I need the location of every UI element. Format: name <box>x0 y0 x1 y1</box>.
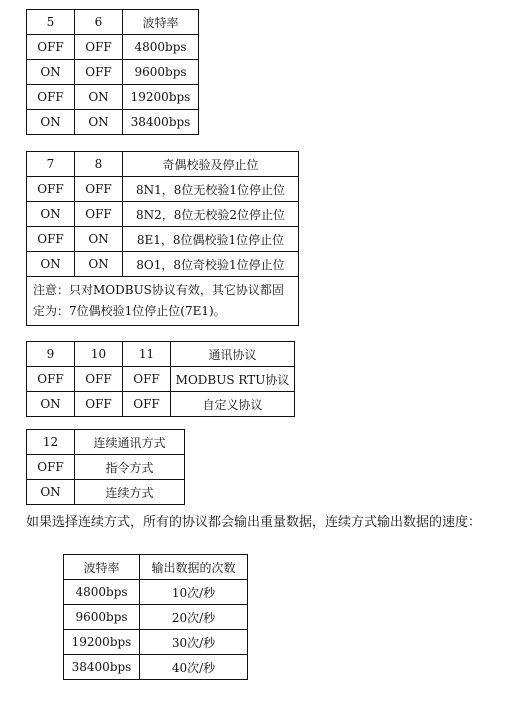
table-cell: ON <box>75 85 123 110</box>
header-cell: 12 <box>27 430 75 455</box>
table-row <box>27 367 295 392</box>
table-cell: 19200bps <box>64 630 140 655</box>
table-header-row <box>27 152 299 177</box>
table-header-row <box>27 342 295 367</box>
table-cell: ON <box>27 60 75 85</box>
table-row <box>27 177 299 202</box>
table-row <box>27 480 185 505</box>
table-cell: OFF <box>75 60 123 85</box>
header-cell: 7 <box>27 152 75 177</box>
table-row <box>64 605 248 630</box>
parity-stopbit-table <box>26 151 299 326</box>
output-rate-table <box>63 554 248 680</box>
table-cell: 19200bps <box>123 85 199 110</box>
table-cell: 指令方式 <box>75 455 185 480</box>
header-cell: 10 <box>75 342 123 367</box>
table-cell: 连续方式 <box>75 480 185 505</box>
table-row <box>27 85 199 110</box>
table-cell: 8E1，8位偶校验1位停止位 <box>123 227 299 252</box>
table-cell: OFF <box>75 367 123 392</box>
table-cell: ON <box>27 480 75 505</box>
continuous-mode-description: 如果选择连续方式，所有的协议都会输出重量数据，连续方式输出数据的速度： <box>26 515 482 530</box>
table-header-row <box>64 555 248 580</box>
table-cell: 9600bps <box>64 605 140 630</box>
table-cell: 8N2，8位无校验2位停止位 <box>123 202 299 227</box>
table-cell: 40次/秒 <box>140 655 248 680</box>
header-cell: 8 <box>75 152 123 177</box>
table-cell: OFF <box>75 392 123 417</box>
table-cell: ON <box>75 252 123 277</box>
table-cell: OFF <box>27 177 75 202</box>
table-row <box>64 630 248 655</box>
table-cell: 4800bps <box>123 35 199 60</box>
table-cell: ON <box>75 110 123 135</box>
table-cell: 4800bps <box>64 580 140 605</box>
table-row <box>27 252 299 277</box>
table-row <box>64 655 248 680</box>
table-cell: MODBUS RTU协议 <box>171 367 295 392</box>
table-row <box>27 227 299 252</box>
table-cell: OFF <box>27 455 75 480</box>
table-cell: ON <box>27 110 75 135</box>
table-cell: OFF <box>27 85 75 110</box>
header-cell: 波特率 <box>64 555 140 580</box>
table-cell: OFF <box>75 202 123 227</box>
table-cell: OFF <box>27 227 75 252</box>
table-row <box>64 580 248 605</box>
table-cell: 8O1，8位奇校验1位停止位 <box>123 252 299 277</box>
table-cell: ON <box>27 252 75 277</box>
header-cell: 连续通讯方式 <box>75 430 185 455</box>
table-row <box>27 455 185 480</box>
header-cell: 11 <box>123 342 171 367</box>
table-row <box>27 202 299 227</box>
table-cell: 10次/秒 <box>140 580 248 605</box>
table-cell: OFF <box>75 35 123 60</box>
table-cell: 30次/秒 <box>140 630 248 655</box>
table-cell: ON <box>75 227 123 252</box>
table-cell: ON <box>27 202 75 227</box>
continuous-mode-table <box>26 429 185 505</box>
table-cell: OFF <box>123 392 171 417</box>
table-cell: 38400bps <box>64 655 140 680</box>
table-cell: 20次/秒 <box>140 605 248 630</box>
table-row <box>27 392 295 417</box>
table-row <box>27 35 199 60</box>
table-cell: 38400bps <box>123 110 199 135</box>
table-row <box>27 60 199 85</box>
header-cell: 波特率 <box>123 10 199 35</box>
table-cell: OFF <box>27 367 75 392</box>
header-cell: 6 <box>75 10 123 35</box>
baud-rate-table <box>26 9 199 135</box>
table-header-row <box>27 430 185 455</box>
table-cell: OFF <box>27 35 75 60</box>
protocol-table <box>26 341 295 417</box>
table-cell: ON <box>27 392 75 417</box>
table-cell: 自定义协议 <box>171 392 295 417</box>
header-cell: 通讯协议 <box>171 342 295 367</box>
header-cell: 输出数据的次数 <box>140 555 248 580</box>
table-row <box>27 110 199 135</box>
table-header-row <box>27 10 199 35</box>
table-cell: 9600bps <box>123 60 199 85</box>
table-cell: OFF <box>75 177 123 202</box>
parity-note: 注意：只对MODBUS协议有效，其它协议都固定为：7位偶校验1位停止位(7E1)。 <box>27 277 299 326</box>
header-cell: 9 <box>27 342 75 367</box>
header-cell: 5 <box>27 10 75 35</box>
note-row <box>27 277 299 326</box>
table-cell: OFF <box>123 367 171 392</box>
header-cell: 奇偶校验及停止位 <box>123 152 299 177</box>
table-cell: 8N1，8位无校验1位停止位 <box>123 177 299 202</box>
